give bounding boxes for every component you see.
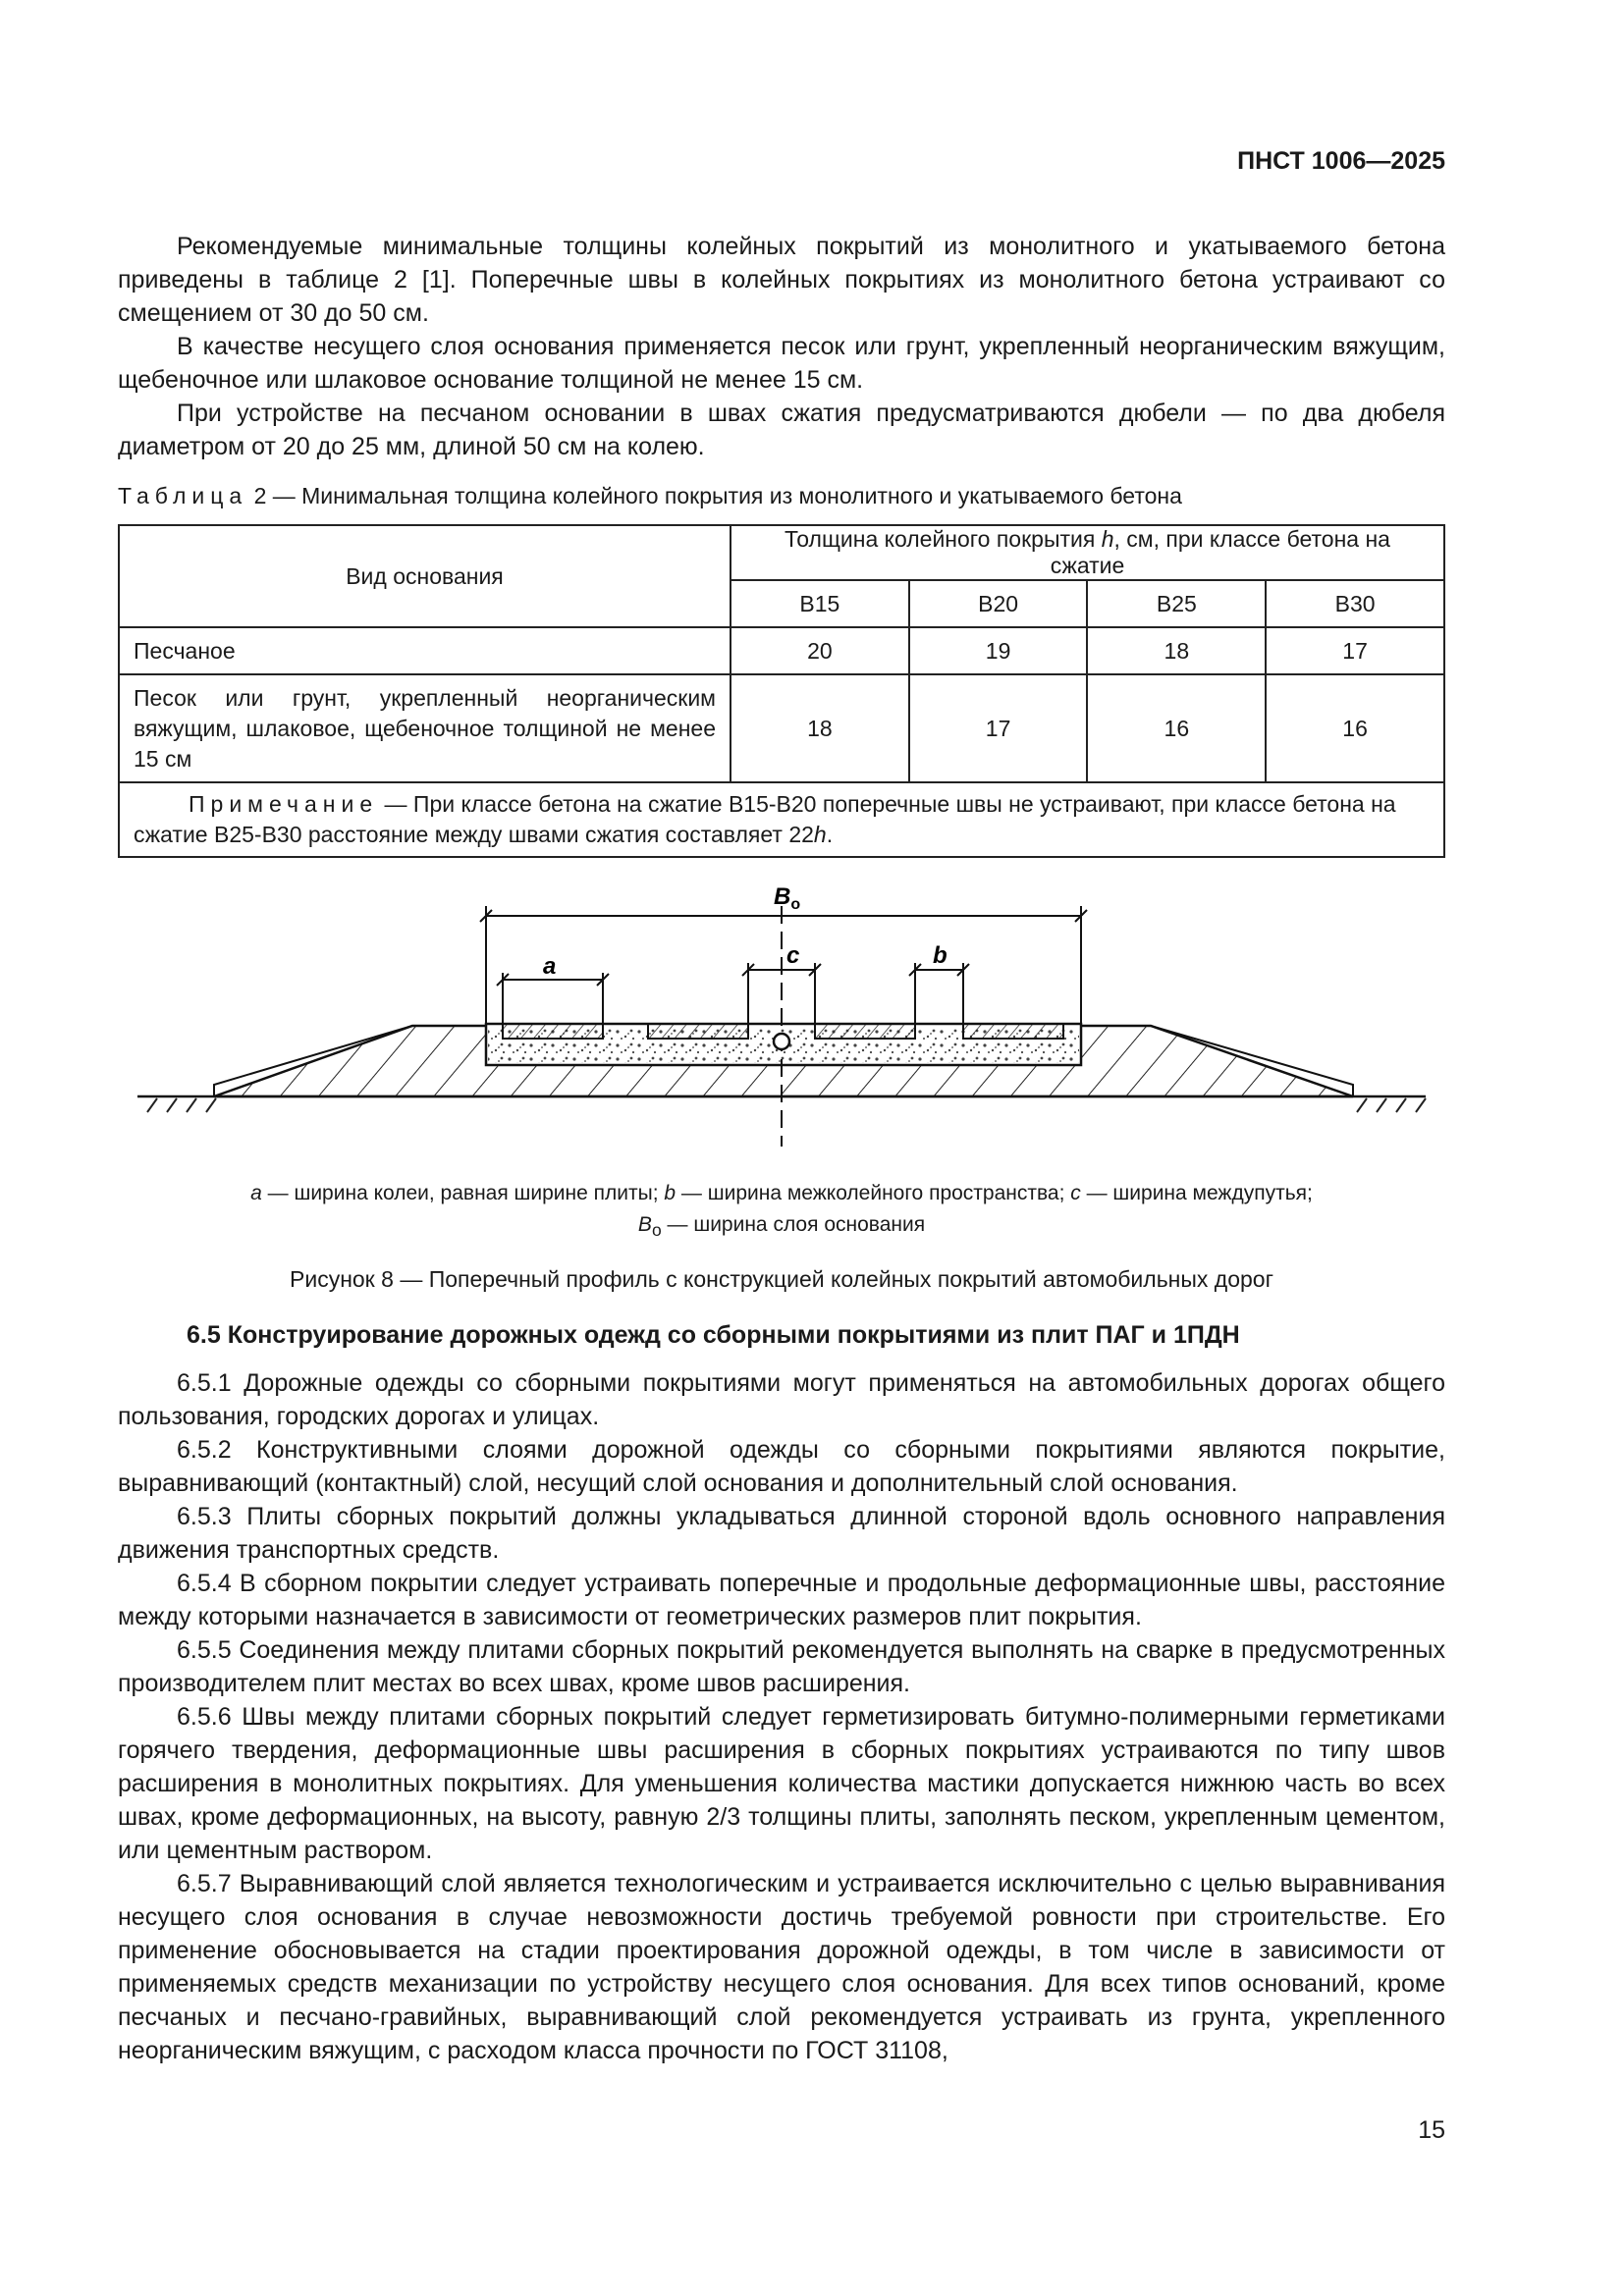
section-heading: 6.5 Конструирование дорожных одежд со сборными покрытиями из плит ПАГ и 1ПДН — [187, 1321, 1240, 1349]
note-end: . — [826, 822, 834, 847]
table-cell: 16 — [1266, 674, 1444, 782]
table-row — [119, 674, 1444, 782]
note-var: h — [813, 822, 827, 847]
table-cell: 17 — [909, 674, 1088, 782]
label-c: c — [786, 942, 800, 969]
dimension-lines — [480, 906, 1087, 1024]
legend-b0-sub: o — [651, 1220, 662, 1241]
cross-section-figure — [118, 877, 1445, 1166]
table-caption-text: 2 — Минимальная толщина колейного покрытия из монолитного и укатываемого бетона — [253, 483, 1182, 508]
track-slab-right — [963, 1024, 1063, 1039]
group-header-pre: Толщина колейного покрытия — [785, 526, 1102, 552]
figure-caption: Рисунок 8 — Поперечный профиль с конструкцией колейных покрытий автомобильных дорог — [290, 1266, 1273, 1292]
label-bo: $B_o$ — [774, 883, 801, 913]
legend-a-symbol: a — [250, 1182, 262, 1204]
group-header-post: , см, при классе бетона на сжатие — [1050, 526, 1390, 578]
paragraph: 6.5.6 Швы между плитами сборных покрытий следует герметизировать битумно-полимерными герметиками горячего твердения, деформационные швы расширения в сборных покрытиях устраиваются по типу швов расширения в монолитных покрытиях. Для уменьшения количества мастики допускается нижнюю часть во всех швах, кроме деформационных, на высоту, равную 2/3 толщины плиты, заполнять песком, укрепленным цементом, или цементным раствором. — [118, 1703, 1445, 1864]
table-cell: 16 — [1087, 674, 1266, 782]
track-slab-center-right — [815, 1024, 915, 1039]
table-cell: 20 — [731, 627, 909, 674]
track-slab-center-left — [648, 1024, 748, 1039]
note-text: — При классе бетона на сжатие B15-B20 поперечные швы не устраивают, при классе бетона на сжатие B25-B30 расстояние между швами сжатия составляет 22 — [134, 791, 1396, 847]
column-header-class: B15 — [731, 580, 909, 627]
track-slab-left — [503, 1024, 603, 1039]
page-number: 15 — [1418, 2116, 1445, 2144]
thickness-table — [118, 524, 1445, 858]
paragraph: 6.5.2 Конструктивными слоями дорожной одежды со сборными покрытиями являются покрытие, выравнивающий (контактный) слой, несущий слой основания и дополнительный слой основания. — [118, 1436, 1445, 1497]
table-cell: 18 — [731, 674, 909, 782]
legend-b-text: — ширина межколейного пространства; — [676, 1182, 1071, 1204]
table-cell-base: Песок или грунт, укрепленный неорганическим вяжущим, шлаковое, щебеночное толщиной не менее 15 см — [119, 674, 731, 782]
intro-text — [118, 230, 1445, 463]
paragraph: 6.5.5 Соединения между плитами сборных покрытий рекомендуется выполнять на сварке в предусмотренных производителем плит местах во всех швах, кроме швов расширения. — [118, 1636, 1445, 1697]
table-caption — [118, 483, 1182, 509]
paragraph: 6.5.4 В сборном покрытии следует устраивать поперечные и продольные деформационные швы, расстояние между которыми назначается в зависимости от геометрических размеров плит покрытия. — [118, 1570, 1445, 1630]
ground-hatching — [147, 1098, 1426, 1112]
table-cell: 18 — [1087, 627, 1266, 674]
table-cell: 19 — [909, 627, 1088, 674]
table-cell-base: Песчаное — [119, 627, 731, 674]
table-header-row — [119, 525, 1444, 580]
paragraph: 6.5.7 Выравнивающий слой является технологическим и устраивается исключительно с целью выравнивания несущего слоя основания в случае невозможности достичь требуемой ровности при строительстве. Его применение обосновывается на стадии проектирования дорожной одежды, в том числе в зависимости от применяемых средств механизации по устройству несущего слоя основания. Для всех типов оснований, кроме песчаных и песчано-гравийных, выравнивающий слой рекомендуется устраивать из грунта, укрепленного неорганическим вяжущим, с расходом класса прочности по ГОСТ 31108, — [118, 1870, 1445, 2064]
paragraph: В качестве несущего слоя основания применяется песок или грунт, укрепленный неорганическим вяжущим, щебеночное или шлаковое основание толщиной не менее 15 см. — [118, 333, 1445, 394]
paragraph: Рекомендуемые минимальные толщины колейных покрытий из монолитного и укатываемого бетона приведены в таблице 2 [1]. Поперечные швы в колейных покрытиях из монолитного бетона устраивают со смещением от 30 до 50 см. — [118, 233, 1445, 327]
note-label: Примечание — [189, 791, 379, 817]
legend-b-symbol: b — [664, 1182, 677, 1204]
legend-c-text: — ширина междупутья; — [1080, 1182, 1313, 1204]
column-header-base: Вид основания — [119, 525, 731, 627]
column-header-class: B20 — [909, 580, 1088, 627]
group-header-var: h — [1101, 526, 1114, 552]
table-row — [119, 627, 1444, 674]
section-text — [118, 1366, 1445, 2067]
legend-a-text: — ширина колеи, равная ширине плиты; — [261, 1182, 665, 1204]
table-caption-label: Таблица — [118, 483, 248, 508]
column-header-group — [731, 525, 1444, 580]
document-code: ПНСТ 1006—2025 — [1237, 147, 1445, 175]
table-note — [119, 782, 1444, 857]
table-note-row — [119, 782, 1444, 857]
table-cell: 17 — [1266, 627, 1444, 674]
paragraph: При устройстве на песчаном основании в швах сжатия предусматриваются дюбели — по два дюбеля диаметром от 20 до 25 мм, длиной 50 см на колею. — [118, 400, 1445, 460]
legend-b0-symbol: B — [637, 1213, 652, 1236]
figure-legend — [118, 1178, 1445, 1246]
legend-c-symbol: c — [1070, 1182, 1081, 1204]
paragraph: 6.5.1 Дорожные одежды со сборными покрытиями могут применяться на автомобильных дорогах общего пользования, городских дорогах и улицах. — [118, 1369, 1445, 1430]
axis-marker — [774, 1034, 789, 1049]
label-a: a — [543, 953, 557, 980]
paragraph: 6.5.3 Плиты сборных покрытий должны укладываться длинной стороной вдоль основного направления движения транспортных средств. — [118, 1503, 1445, 1564]
label-b: b — [933, 942, 947, 969]
column-header-class: B30 — [1266, 580, 1444, 627]
legend-b0-text: — ширина слоя основания — [661, 1213, 926, 1236]
column-header-class: B25 — [1087, 580, 1266, 627]
